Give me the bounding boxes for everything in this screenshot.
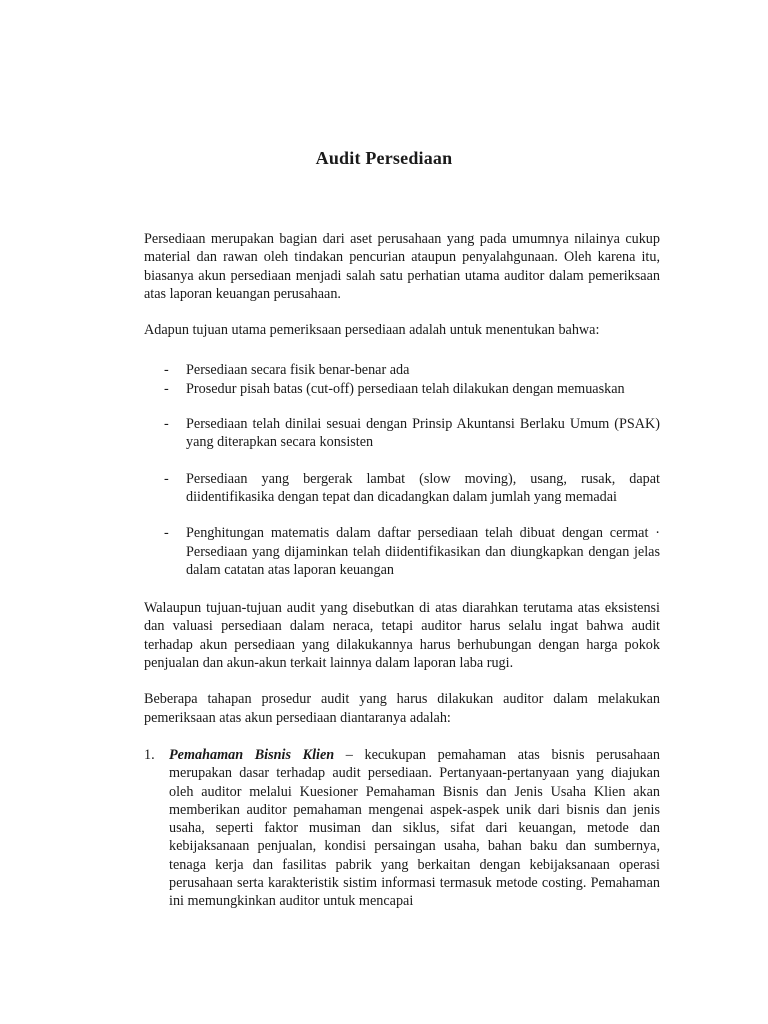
document-title: Audit Persediaan bbox=[315, 148, 453, 168]
dash-marker: - bbox=[164, 525, 169, 542]
procedures-list bbox=[144, 746, 660, 911]
list-item-text: Penghitungan matematis dalam daftar persediaan telah dibuat dengan cermat · Persediaan yang dijaminkan telah diidentifikasikan dan diungkapkan dengan jelas dalam catatan atas laporan keuangan bbox=[186, 525, 660, 578]
list-item-text: Persediaan secara fisik benar-benar ada bbox=[186, 362, 410, 379]
dash-marker: - bbox=[164, 470, 169, 487]
list-item bbox=[144, 524, 660, 579]
document-body bbox=[144, 230, 660, 911]
list-item bbox=[144, 470, 660, 507]
dash-marker: - bbox=[164, 362, 169, 379]
list-item-number: 1. bbox=[144, 746, 155, 763]
dash-marker: - bbox=[164, 380, 169, 397]
list-item-text: Persediaan yang bergerak lambat (slow moving), usang, rusak, dapat diidentifikasika dengan tepat dan dicadangkan dalam jumlah yang memadai bbox=[186, 470, 660, 505]
emphasis-paragraph: Walaupun tujuan-tujuan audit yang disebutkan di atas diarahkan terutama atas eksistensi dan valuasi persediaan dalam neraca, tetapi auditor harus selalu ingat bahwa audit terhadap akun persediaan yang dilakukannya harus berhubungan dengan harga pokok penjualan dan akun-akun terkait lainnya dalam laporan laba rugi. bbox=[144, 600, 660, 672]
intro-paragraph: Persediaan merupakan bagian dari aset perusahaan yang pada umumnya nilainya cukup material dan rawan oleh tindakan pencurian ataupun penyalahgunaan. Oleh karena itu, biasanya akun persediaan menjadi salah satu perhatian utama auditor dalam pemeriksaan atas laporan keuangan perusahaan. bbox=[144, 231, 660, 302]
objectives-list bbox=[144, 361, 660, 579]
dash-marker: - bbox=[164, 416, 169, 433]
procedure-term: Pemahaman Bisnis Klien bbox=[169, 746, 335, 763]
list-item bbox=[144, 415, 660, 452]
list-item-text: Persediaan telah dinilai sesuai dengan Prinsip Akuntansi Berlaku Umum (PSAK) yang diterapkan secara konsisten bbox=[186, 416, 660, 451]
procedures-lead-paragraph: Beberapa tahapan prosedur audit yang harus dilakukan auditor dalam melakukan pemeriksaan atas akun persediaan diantaranya adalah: bbox=[144, 691, 660, 726]
procedure-text: kecukupan pemahaman atas bisnis perusahaan merupakan dasar terhadap audit persediaan. Pertanyaan-pertanyaan yang diajukan oleh auditor melalui Kuesioner Pemahaman Bisnis dan Jenis Usaha Klien akan memberikan auditor pemahaman mengenai aspek-aspek unik dari bisnis dan jenis usaha, seperti faktor musiman dan siklus, sifat dari keuangan, metode dan kebijaksanaan penjualan, kondisi persaingan usaha, bahan baku dan sumbernya, tenaga kerja dan fasilitas pabrik yang berkaitan dengan kebijaksanaan operasi perusahaan serta karakteristik sistim informasi termasuk metode costing. Pemahaman ini memungkinkan auditor untuk mencapai bbox=[169, 746, 660, 910]
list-item-text: Prosedur pisah batas (cut-off) persediaan telah dilakukan dengan memuaskan bbox=[186, 380, 625, 397]
list-item bbox=[144, 361, 660, 379]
objectives-lead-paragraph: Adapun tujuan utama pemeriksaan persediaan adalah untuk menentukan bahwa: bbox=[144, 322, 600, 339]
procedure-separator: – bbox=[334, 746, 365, 763]
list-item bbox=[144, 746, 660, 911]
list-item bbox=[144, 380, 660, 398]
